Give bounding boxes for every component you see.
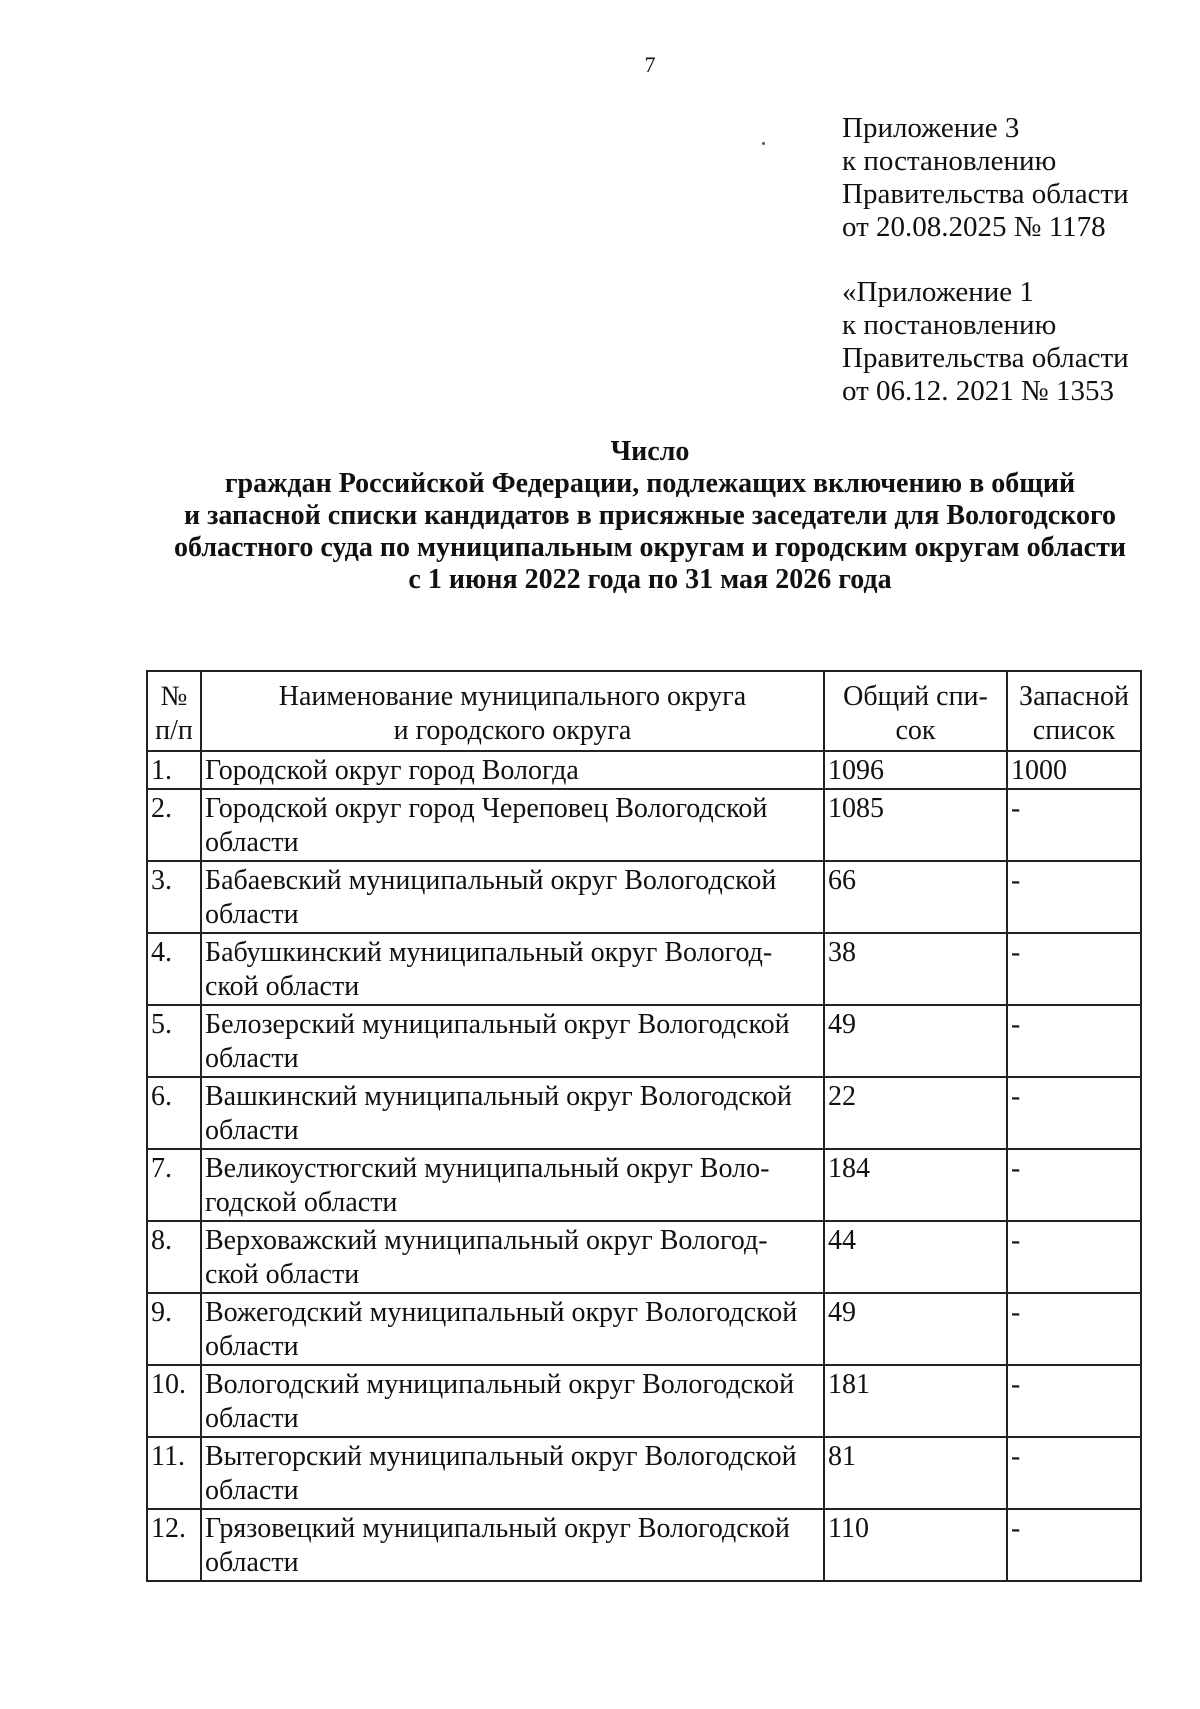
district-name-line-1: Белозерский муниципальный округ Вологодской [205,1009,790,1040]
row-district-name [201,1365,824,1437]
row-main-list-count: 49 [824,1293,1007,1365]
row-number: 2. [147,789,201,861]
header-reserve-line-2: список [1032,715,1116,746]
district-name-line-2: области [205,827,299,858]
district-name-line-2: ской области [205,971,360,1002]
appendix-original-line-4: от 06.12. 2021 № 1353 [842,375,1114,407]
row-district-name [201,1293,824,1365]
district-name-line-2: области [205,899,299,930]
table-row [147,1005,1141,1077]
row-number: 9. [147,1293,201,1365]
row-reserve-list-count: - [1007,861,1141,933]
row-district-name [201,933,824,1005]
table-row [147,1221,1141,1293]
juror-count-table [146,670,1142,1582]
district-name-line-1: Вашкинский муниципальный округ Вологодской [205,1081,792,1112]
row-main-list-count: 38 [824,933,1007,1005]
district-name-line-2: области [205,1475,299,1506]
document-title [100,436,1200,596]
row-reserve-list-count: - [1007,1365,1141,1437]
header-reserve-line-1: Запасной [1019,681,1129,712]
header-name-line-1: Наименование муниципального округа [278,681,747,712]
appendix-original-line-1: «Приложение 1 [842,276,1034,308]
header-main-line-1: Общий спи- [843,681,988,712]
scan-speck [762,142,765,145]
row-main-list-count: 44 [824,1221,1007,1293]
row-number: 10. [147,1365,201,1437]
table-row [147,933,1141,1005]
header-number-line-1: № [160,681,188,712]
appendix-original-block [842,276,1182,408]
header-reserve-list [1007,671,1141,751]
row-district-name [201,861,824,933]
row-district-name [201,1005,824,1077]
header-number [147,671,201,751]
appendix-current-block [842,112,1182,244]
table-row [147,1437,1141,1509]
district-name-line-2: области [205,1043,299,1074]
row-district-name [201,751,824,789]
row-reserve-list-count: - [1007,1509,1141,1581]
table-header-row [147,671,1141,751]
row-main-list-count: 110 [824,1509,1007,1581]
district-name-line-1: Городской округ город Череповец Вологодской [205,793,768,824]
title-line-2: граждан Российской Федерации, подлежащих включению в общий [224,468,1076,499]
row-number: 4. [147,933,201,1005]
row-main-list-count: 22 [824,1077,1007,1149]
header-main-line-2: сок [895,715,936,746]
row-number: 12. [147,1509,201,1581]
title-line-3: и запасной списки кандидатов в присяжные заседатели для Вологодского [183,500,1117,531]
row-district-name [201,1077,824,1149]
row-district-name [201,1509,824,1581]
row-main-list-count: 66 [824,861,1007,933]
row-reserve-list-count: - [1007,1293,1141,1365]
title-line-5: с 1 июня 2022 года по 31 мая 2026 года [408,564,892,595]
header-name-line-2: и городского округа [393,715,632,746]
row-district-name [201,1149,824,1221]
row-reserve-list-count: - [1007,789,1141,861]
district-name-line-2: области [205,1547,299,1578]
row-main-list-count: 184 [824,1149,1007,1221]
row-number: 1. [147,751,201,789]
district-name-line-2: области [205,1115,299,1146]
row-reserve-list-count: 1000 [1007,751,1141,789]
appendix-current-line-2: к постановлению [842,145,1057,177]
table-row [147,1149,1141,1221]
row-district-name [201,1221,824,1293]
district-name-line-1: Бабушкинский муниципальный округ Вологод- [205,937,773,968]
district-name-line-2: годской области [205,1187,398,1218]
title-line-4: областного суда по муниципальным округам и городским округам области [174,532,1126,563]
district-name-line-1: Верховажский муниципальный округ Вологод- [205,1225,768,1256]
row-main-list-count: 181 [824,1365,1007,1437]
row-reserve-list-count: - [1007,933,1141,1005]
row-number: 6. [147,1077,201,1149]
row-reserve-list-count: - [1007,1221,1141,1293]
appendix-current-line-3: Правительства области [842,178,1129,210]
row-number: 7. [147,1149,201,1221]
district-name-line-1: Вытегорский муниципальный округ Вологодской [205,1441,797,1472]
district-name-line-2: ской области [205,1259,360,1290]
table-row [147,861,1141,933]
table-row [147,789,1141,861]
row-main-list-count: 1096 [824,751,1007,789]
table-row [147,1293,1141,1365]
row-number: 3. [147,861,201,933]
row-reserve-list-count: - [1007,1077,1141,1149]
row-number: 5. [147,1005,201,1077]
table-body [147,751,1141,1581]
row-reserve-list-count: - [1007,1005,1141,1077]
row-number: 8. [147,1221,201,1293]
appendix-original-line-3: Правительства области [842,342,1129,374]
header-name [201,671,824,751]
row-reserve-list-count: - [1007,1437,1141,1509]
table-row [147,1365,1141,1437]
district-name-line-1: Великоустюгский муниципальный округ Воло- [205,1153,770,1184]
page-number: 7 [644,52,656,77]
appendix-original-line-2: к постановлению [842,309,1057,341]
title-line-1: Число [610,436,690,467]
district-name-line-1: Вожегодский муниципальный округ Вологодской [205,1297,798,1328]
district-name-line-1: Городской округ город Вологда [205,755,579,786]
district-name-line-1: Бабаевский муниципальный округ Вологодской [205,865,777,896]
row-main-list-count: 49 [824,1005,1007,1077]
district-name-line-1: Вологодский муниципальный округ Вологодской [205,1369,795,1400]
table-row [147,751,1141,789]
table-row [147,1509,1141,1581]
row-district-name [201,1437,824,1509]
row-reserve-list-count: - [1007,1149,1141,1221]
appendix-current-line-4: от 20.08.2025 № 1178 [842,211,1106,243]
district-name-line-2: области [205,1403,299,1434]
header-main-list [824,671,1007,751]
table-row [147,1077,1141,1149]
row-main-list-count: 81 [824,1437,1007,1509]
row-main-list-count: 1085 [824,789,1007,861]
appendix-current-line-1: Приложение 3 [842,112,1020,144]
district-name-line-1: Грязовецкий муниципальный округ Вологодской [205,1513,790,1544]
header-number-line-2: п/п [155,715,193,746]
row-number: 11. [147,1437,201,1509]
row-district-name [201,789,824,861]
district-name-line-2: области [205,1331,299,1362]
